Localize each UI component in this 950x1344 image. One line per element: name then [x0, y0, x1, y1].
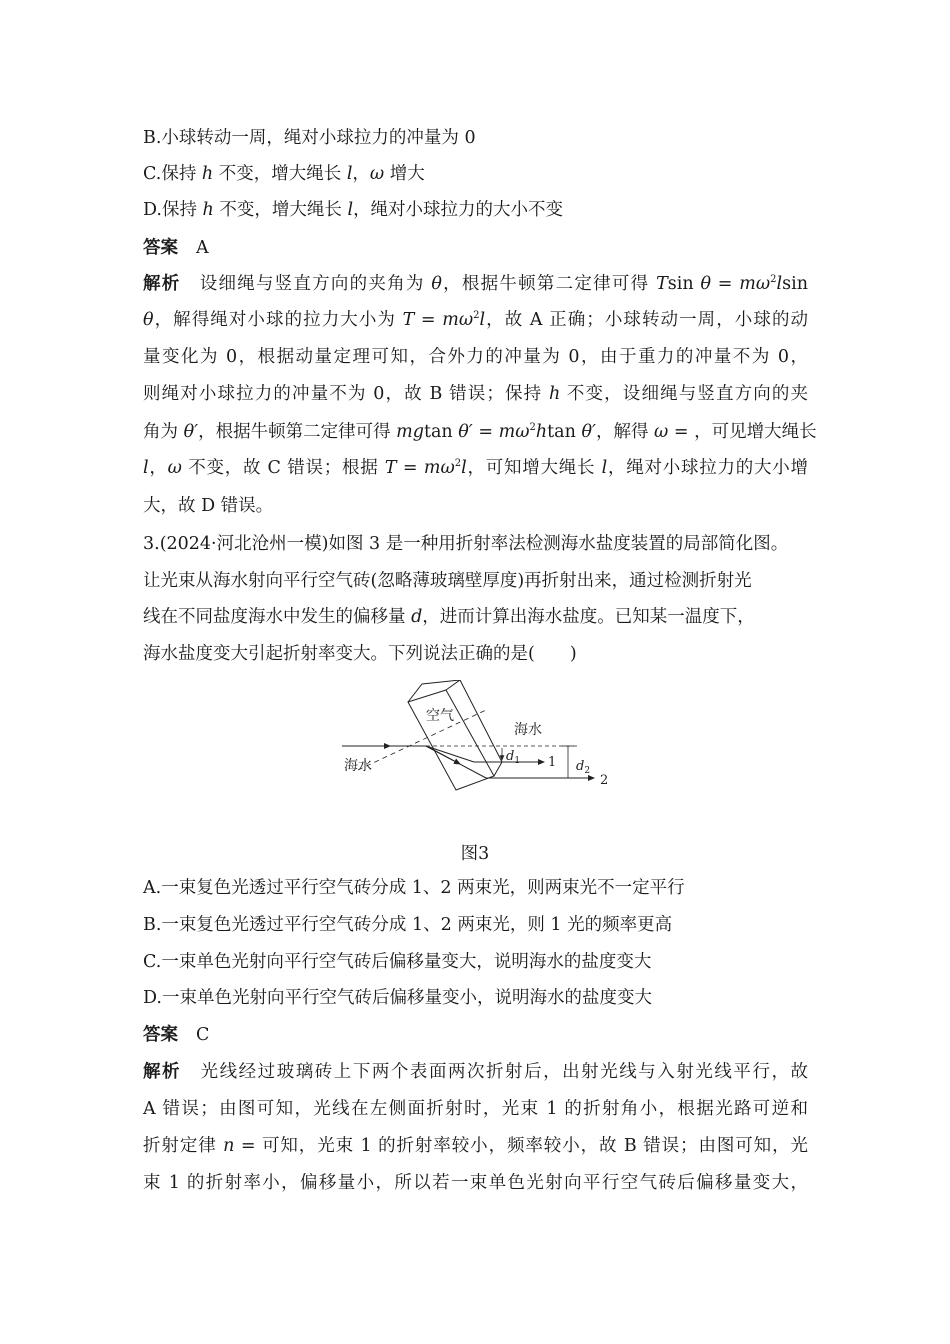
q3-option-b: B.一束复色光透过平行空气砖分成 1、2 两束光，则 1 光的频率更高 [143, 915, 673, 935]
q2-analysis-line-3: 量变化为 0，根据动量定理可知，合外力的冲量为 0，由于重力的冲量不为 0， [143, 347, 808, 367]
q2-analysis-line-7: 大，故 D 错误。 [143, 496, 274, 516]
answer-label: 答案 [143, 1025, 178, 1045]
analysis-label: 解析 [143, 274, 181, 294]
q2-analysis-line-6: l，ω 不变，故 C 错误；根据 $T = m\omega^2l$，可知增大绳长 l，绳对小球拉力的大小增 [143, 458, 809, 478]
q2-option-d: D.保持 h 不变，增大绳长 l，绳对小球拉力的大小不变 [143, 200, 564, 220]
q3-analysis-line-2: A 错误；由图可知，光线在左侧面折射时，光束 1 的折射角小，根据光路可逆和 [143, 1099, 808, 1119]
q3-stem-line-2: 让光束从海水射向平行空气砖(忽略薄玻璃壁厚度)再折射出来，通过检测折射光 [143, 571, 752, 591]
q3-stem-line-1: 3.(2024·河北沧州一模)如图 3 是一种用折射率法检测海水盐度装置的局部简化图。 [143, 534, 789, 554]
q2-option-c: C.保持 h 不变，增大绳长 l，ω 增大 [143, 164, 425, 184]
q2-option-b: B.小球转动一周，绳对小球拉力的冲量为 0 [143, 128, 476, 148]
q3-option-c: C.一束单色光射向平行空气砖后偏移量变大，说明海水的盐度变大 [143, 952, 652, 972]
q3-analysis-line-1: 解析 光线经过玻璃砖上下两个表面两次折射后，出射光线与入射光线平行，故 [143, 1062, 809, 1082]
label-d1: $d_1$ [506, 749, 521, 766]
air-brick [408, 680, 502, 790]
q3-stem-line-4: 海水盐度变大引起折射率变大。下列说法正确的是( ) [143, 644, 577, 664]
q2-analysis-line-5: 角为 θ′，根据牛顿第二定律可得 mgtan $\theta' = m\omega^2htan$ θ′，解得 ω = ，可见增大绳长 [143, 422, 817, 442]
answer-value: A [196, 238, 209, 258]
q2-analysis-line-4: 则绳对小球拉力的冲量不为 0，故 B 错误；保持 h 不变，设细绳与竖直方向的夹 [143, 384, 809, 404]
q3-stem-line-3: 线在不同盐度海水中发生的偏移量 d，进而计算出海水盐度。已知某一温度下， [143, 607, 755, 627]
q3-option-a: A.一束复色光透过平行空气砖分成 1、2 两束光，则两束光不一定平行 [143, 878, 685, 898]
q3-option-d: D.一束单色光射向平行空气砖后偏移量变小，说明海水的盐度变大 [143, 988, 652, 1008]
label-air: 空气 [426, 708, 454, 724]
label-sea-left: 海水 [344, 758, 372, 774]
label-beam-1: 1 [548, 755, 557, 770]
label-beam-2: 2 [600, 773, 609, 788]
label-d2: $d_2$ [576, 759, 591, 776]
answer-label: 答案 [143, 238, 178, 258]
q3-answer [143, 1023, 209, 1047]
answer-value: C [196, 1025, 210, 1045]
label-sea-right: 海水 [514, 722, 542, 738]
q2-analysis-line-1: 解析 设细绳与竖直方向的夹角为 θ，根据牛顿第二定律可得 Tsin $\theta = m\omega^2lsin$ [143, 274, 809, 294]
q3-analysis-line-4: 束 1 的折射率小，偏移量小，所以若一束单色光射向平行空气砖后偏移量变大， [143, 1173, 808, 1193]
figure-caption: 图3 [460, 844, 490, 864]
analysis-label: 解析 [143, 1062, 182, 1082]
q3-analysis-line-3: 折射定律 n = 可知，光束 1 的折射率较小，频率较小，故 B 错误；由图可知，光 [143, 1136, 808, 1156]
normal-line [358, 710, 486, 770]
ray-inside-1 [426, 746, 474, 762]
q2-answer [143, 236, 209, 260]
refraction-diagram [338, 680, 618, 800]
q2-analysis-line-2: θ，解得绳对小球的拉力大小为 $T = m\omega^2l$，故 A 正确；小球转动一周，小球的动 [143, 310, 809, 330]
inside-arrow [426, 746, 460, 764]
